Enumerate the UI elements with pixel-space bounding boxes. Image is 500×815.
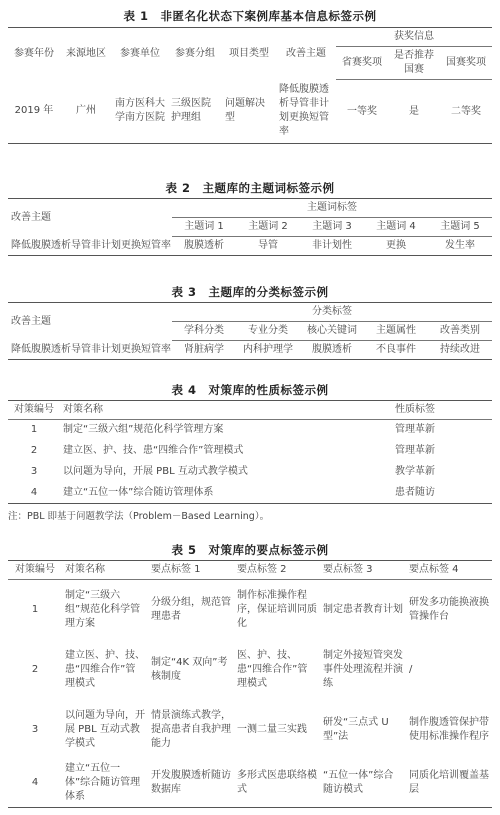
t5-k4: 制作腹透管保护带使用标准操作程序 <box>409 716 489 742</box>
t4-name: 建立医、护、技、患“四维合作”管理模式 <box>63 445 244 456</box>
t5-k1: 制定“4K 双向”考核制度 <box>151 656 228 682</box>
t5-k2: 多形式医患联络模式 <box>237 770 317 796</box>
table3-caption <box>0 284 500 300</box>
t4-no: 1 <box>30 424 38 436</box>
t5-k4: 同质化培训覆盖基层 <box>409 770 489 796</box>
t3-col-5: 改善类别 <box>428 322 492 341</box>
table3-title: 主题库的分类标签示例 <box>208 285 329 299</box>
t1-h-nominated: 是否推荐国赛 <box>388 47 440 80</box>
t4-no: 4 <box>30 486 38 498</box>
table2-number: 表 2 <box>165 181 191 195</box>
t5-name: 以问题为导向，开展 PBL 互动式教学模式 <box>65 709 145 749</box>
table2-caption <box>0 180 500 196</box>
table-row <box>8 700 492 760</box>
table-row <box>8 462 492 483</box>
t2-col-1: 主题词 1 <box>172 218 236 237</box>
t5-k2: 一测二量三实践 <box>237 723 307 735</box>
t5-h-no: 对策编号 <box>8 561 62 580</box>
t5-name: 建立医、护、技、患“四维合作”管理模式 <box>65 649 145 689</box>
t5-k2: 制作标准操作程序，保证培训同质化 <box>237 589 317 629</box>
t1-h-type: 项目类型 <box>229 47 269 59</box>
t3-val-2: 内科护理学 <box>243 344 293 355</box>
table-row <box>8 760 492 808</box>
table2 <box>8 198 492 256</box>
table1-caption <box>0 8 500 24</box>
t5-k3: 制定外接短管突发事件处理流程并演练 <box>323 649 403 689</box>
t1-nominated: 是 <box>409 105 419 117</box>
table4-title: 对策库的性质标签示例 <box>208 383 329 397</box>
t5-h-k4: 要点标签 4 <box>406 561 492 580</box>
t1-national: 二等奖 <box>451 105 481 117</box>
t5-h-k1: 要点标签 1 <box>148 561 234 580</box>
t1-unit: 南方医科大学南方医院 <box>115 98 165 124</box>
t1-type: 问题解决型 <box>225 98 265 124</box>
t1-province: 一等奖 <box>347 105 377 117</box>
t1-h-group: 参赛分组 <box>175 47 215 59</box>
table5-title: 对策库的要点标签示例 <box>208 543 329 557</box>
t1-h-theme: 改善主题 <box>286 47 326 59</box>
t3-val-1: 肾脏病学 <box>184 344 224 355</box>
t2-val-4: 更换 <box>386 240 406 251</box>
t5-no: 3 <box>31 723 39 735</box>
t5-k3: “五位一体”综合随访模式 <box>323 770 394 796</box>
t4-h-tag: 性质标签 <box>392 401 492 420</box>
table2-title: 主题库的主题词标签示例 <box>202 181 335 195</box>
t4-h-name: 对策名称 <box>60 401 392 420</box>
t1-theme: 降低腹膜透析导管非计划更换短管率 <box>279 84 329 138</box>
t5-k3: 研发“三点式 U 型”法 <box>323 716 389 742</box>
t1-year: 2019 年 <box>14 105 54 117</box>
t5-k3: 制定患者教育计划 <box>323 603 403 615</box>
t5-k4: / <box>409 663 413 675</box>
t5-h-k3: 要点标签 3 <box>320 561 406 580</box>
t3-val-5: 持续改进 <box>440 344 480 355</box>
t2-col-4: 主题词 4 <box>364 218 428 237</box>
t5-k1: 情景演练式教学，提高患者自我护理能力 <box>151 709 231 749</box>
t3-theme: 降低腹膜透析导管非计划更换短管率 <box>11 343 171 355</box>
t1-region: 广州 <box>76 105 96 117</box>
t5-h-name: 对策名称 <box>62 561 148 580</box>
table1-title: 非匿名化状态下案例库基本信息标签示例 <box>160 9 377 23</box>
t5-no: 1 <box>31 603 39 615</box>
t2-val-2: 导管 <box>258 240 278 251</box>
t4-no: 2 <box>30 445 38 456</box>
t4-tag: 管理革新 <box>395 445 435 456</box>
t3-col-3: 核心关键词 <box>300 322 364 341</box>
t5-no: 4 <box>31 777 39 789</box>
t5-k4: 研发多功能换液换管操作台 <box>409 596 489 622</box>
table4-caption <box>0 382 500 398</box>
t2-col-3: 主题词 3 <box>300 218 364 237</box>
t2-val-3: 非计划性 <box>312 240 352 251</box>
t2-val-5: 发生率 <box>445 240 475 251</box>
t2-h-group: 主题词标签 <box>172 199 492 218</box>
t1-h-province: 省赛奖项 <box>336 47 388 80</box>
table4-note: 注：PBL 即基于问题教学法（Problem－Based Learning）。 <box>8 511 270 522</box>
t3-val-4: 不良事件 <box>376 344 416 355</box>
t3-col-4: 主题属性 <box>364 322 428 341</box>
t4-tag: 管理革新 <box>395 424 435 436</box>
t2-col-5: 主题词 5 <box>428 218 492 237</box>
t1-group: 三级医院护理组 <box>171 98 211 124</box>
t4-h-no: 对策编号 <box>8 401 60 420</box>
table3 <box>8 302 492 360</box>
table1 <box>8 27 492 144</box>
table5-number: 表 5 <box>171 543 197 557</box>
table1-number: 表 1 <box>123 9 149 23</box>
t5-name: 建立“五位一体”综合随访管理体系 <box>65 763 141 803</box>
table4-number: 表 4 <box>171 383 197 397</box>
t4-name: 建立“五位一体”综合随访管理体系 <box>63 486 214 498</box>
table-row <box>8 420 492 441</box>
t1-h-year: 参赛年份 <box>14 47 54 59</box>
t2-col-2: 主题词 2 <box>236 218 300 237</box>
t4-no: 3 <box>30 466 38 477</box>
t4-tag: 教学革新 <box>395 466 435 477</box>
t4-tag: 患者随访 <box>395 486 435 498</box>
t4-name: 以问题为导向，开展 PBL 互动式教学模式 <box>63 466 248 477</box>
t3-val-3: 腹膜透析 <box>312 344 352 355</box>
t1-h-national: 国赛奖项 <box>440 47 492 80</box>
t5-h-k2: 要点标签 2 <box>234 561 320 580</box>
t5-k2: 医、护、技、患“四维合作”管理模式 <box>237 649 308 689</box>
t4-name: 制定“三级六组”规范化科学管理方案 <box>63 424 224 436</box>
t2-h-theme: 改善主题 <box>11 211 51 223</box>
table4 <box>8 400 492 504</box>
table-row <box>8 640 492 700</box>
table-row <box>8 483 492 504</box>
t3-h-theme: 改善主题 <box>11 315 51 327</box>
t2-theme: 降低腹膜透析导管非计划更换短管率 <box>11 239 171 251</box>
t3-h-group: 分类标签 <box>172 303 492 322</box>
t5-no: 2 <box>31 663 39 675</box>
t1-h-region: 来源地区 <box>66 47 106 59</box>
t5-k1: 分级分组，规范管理患者 <box>151 596 231 622</box>
t5-name: 制定“三级六组”规范化科学管理方案 <box>65 589 141 629</box>
table5-caption <box>0 542 500 558</box>
table-row <box>8 441 492 462</box>
t2-val-1: 腹膜透析 <box>184 240 224 251</box>
t5-k1: 开发腹膜透析随访数据库 <box>151 770 231 796</box>
table-row <box>8 580 492 640</box>
t3-col-2: 专业分类 <box>236 322 300 341</box>
table3-number: 表 3 <box>171 285 197 299</box>
table5 <box>8 560 492 808</box>
t3-col-1: 学科分类 <box>172 322 236 341</box>
t1-h-award: 获奖信息 <box>336 28 492 47</box>
t1-h-unit: 参赛单位 <box>120 47 160 59</box>
